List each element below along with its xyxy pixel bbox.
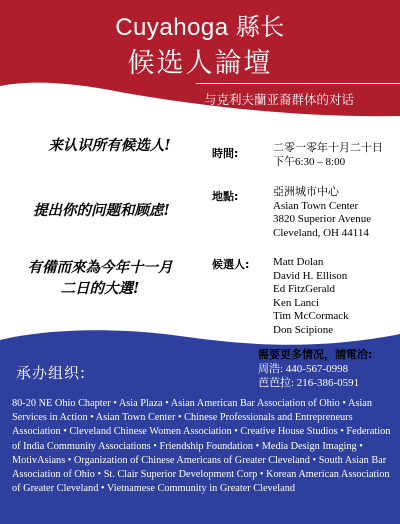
title-line-1: Cuyahoga 縣长 bbox=[115, 14, 285, 41]
place-label: 地點: bbox=[212, 190, 239, 203]
slogan-line-3a: 有備而來為今年十一月 bbox=[27, 259, 173, 276]
candidates-list bbox=[273, 256, 349, 338]
title-line-2: 候选人論壇 bbox=[127, 48, 273, 79]
candidates-label: 候選人: bbox=[212, 258, 250, 271]
place-line: Cleveland, OH 44114 bbox=[273, 226, 369, 239]
time-hours: 下午6:30 – 8:00 bbox=[273, 155, 346, 168]
candidate-name: Don Scipione bbox=[273, 323, 334, 336]
contact-line: 周浩: 440-567-0998 bbox=[258, 363, 349, 375]
organizers-heading: 承办组织: bbox=[16, 364, 87, 382]
candidate-name: David H. Ellison bbox=[273, 269, 348, 282]
candidate-name: Ken Lanci bbox=[273, 296, 320, 309]
candidate-name: Ed FitzGerald bbox=[273, 283, 336, 296]
place-line: Asian Town Center bbox=[273, 199, 359, 212]
place-value bbox=[273, 186, 371, 240]
time-value bbox=[273, 142, 383, 169]
contact-line: 芭芭拉: 216-386-0591 bbox=[258, 377, 360, 389]
slogan-meet-candidates: 来认识所有候选人! bbox=[48, 137, 171, 154]
time-date: 二零一零年十月二十日 bbox=[273, 142, 383, 154]
contact-block bbox=[258, 348, 372, 390]
slogan-line-3b: 二日的大選! bbox=[60, 280, 140, 297]
time-label: 時間: bbox=[212, 147, 239, 160]
organizers-list: 80-20 NE Ohio Chapter • Asia Plaza • Asian American Bar Association of Ohio • Asian Services in Action • Asian Town Center • Chinese Professionals and Entrepreneurs Association • Cleveland Chinese Women Association • Creative House Studios • Federation of India Community Associations • Friendship Foundation • Media Design Imaging • MotivAsians • Organization of Chinese Americans of Greater Cleveland • South Asian Bar Association of Ohio • St. Clair Superior Development Corp • Korean American Association of Greater Cleveland • Vietnamese Community in Greater Cleveland bbox=[12, 398, 391, 495]
slogan-ask-questions: 提出你的问题和顾虑! bbox=[33, 202, 170, 219]
place-line: 亞洲城市中心 bbox=[273, 186, 339, 198]
candidate-name: Matt Dolan bbox=[273, 256, 324, 268]
contact-heading: 需要更多情况，請電洽: bbox=[258, 348, 373, 361]
header-divider bbox=[196, 83, 400, 84]
slogan-prepare-election bbox=[4, 257, 196, 299]
candidate-name: Tim McCormack bbox=[273, 310, 349, 323]
place-line: 3820 Superior Avenue bbox=[273, 213, 372, 225]
subtitle: 与克利夫蘭亚裔群体的对话 bbox=[204, 92, 355, 107]
